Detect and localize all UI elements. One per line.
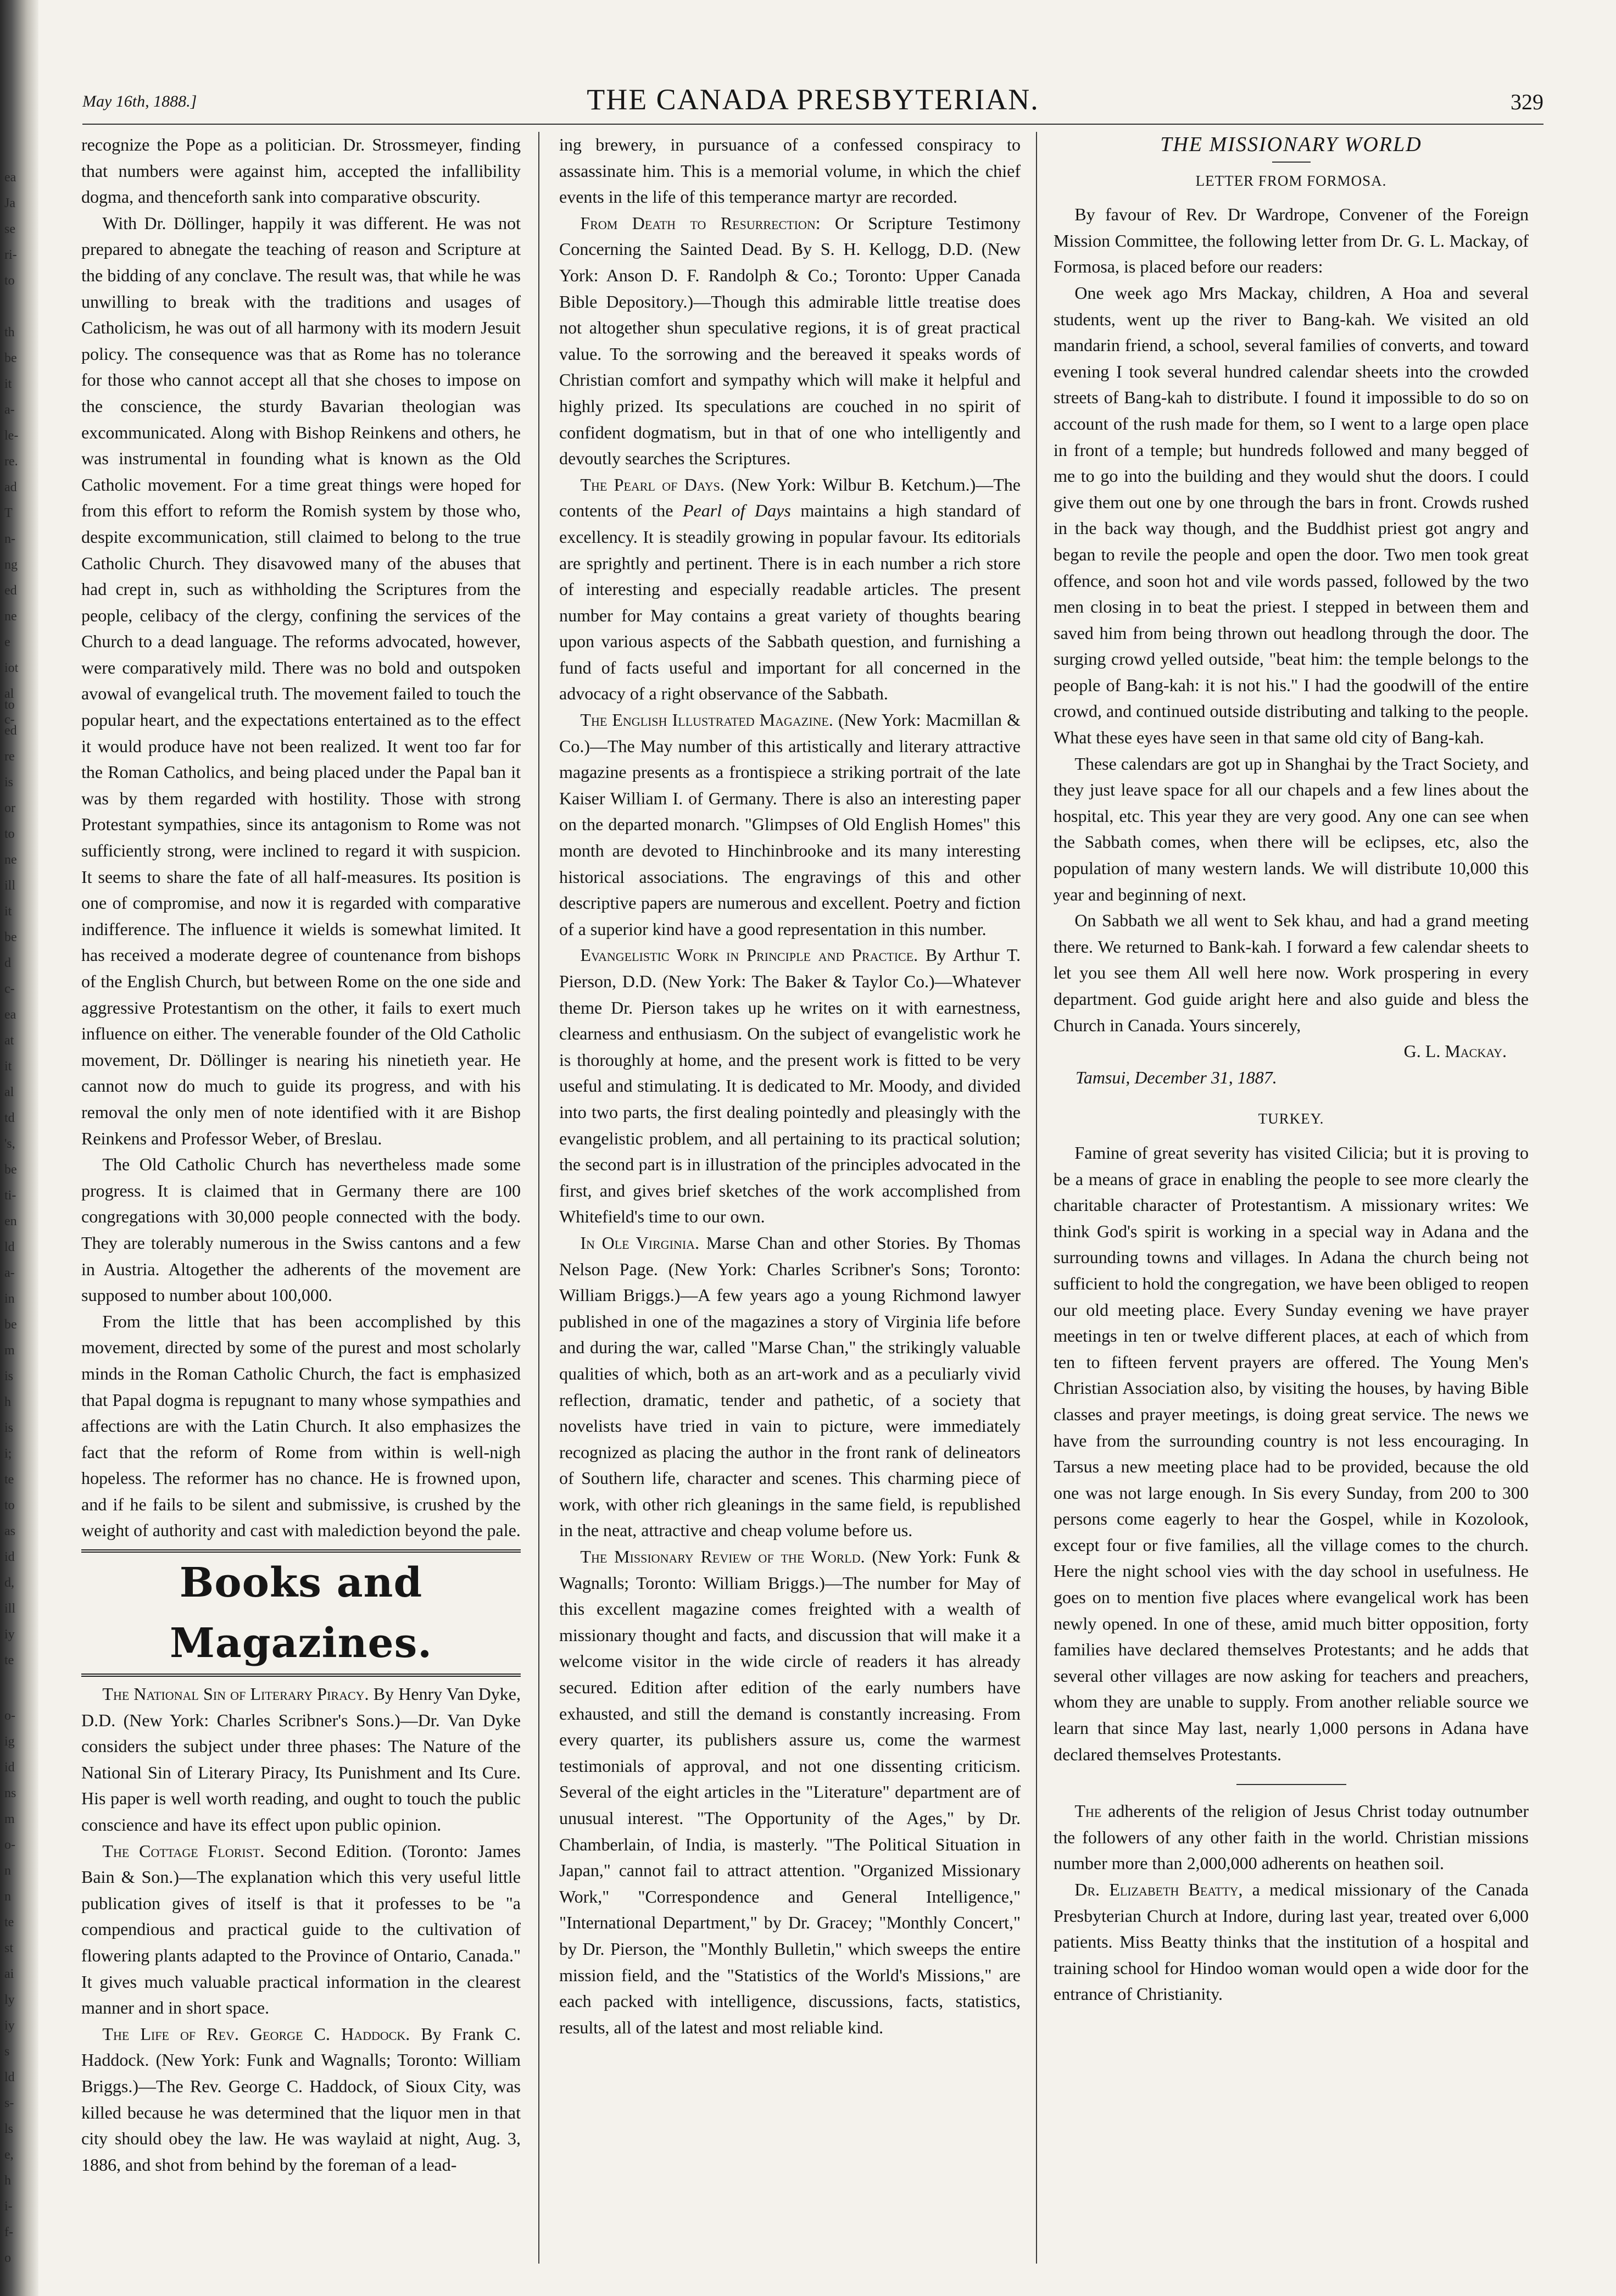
turkey-heading: TURKEY. [1258,1110,1324,1127]
review-title: The Life of Rev. George C. Haddock. [102,2023,410,2044]
review-title: The English Illustrated Magazine. [580,710,833,730]
letter-signature: G. L. Mackay. [1403,1041,1507,1061]
review-text: (New York: Wilbur B. Ketchum.)—The contents of the [559,474,1021,521]
article-paragraph: From the little that has been accomplished by this movement, directed by some of the purest and most scholarly minds in the Roman Catholic Church, the fact is emphasized that Papal dogma is repugnant to many whose sympathies and affections are with the Latin Church. It also emphasizes the fact that the reform of Rome from within is well-nigh hopeless. The reformer has no chance. He is frowned upon, and if he fails to be silent and submissive, is crushed by the weight of authority and cast with malediction beyond the pale. [81,1311,521,1541]
gutter-fragment-text: id [4,1760,15,1775]
gutter-fragment-text: T [4,506,13,520]
gutter-fragment-text: to [4,698,15,712]
gutter-fragment-text: ly [4,1993,15,2007]
gutter-fragment-text: te [4,1653,14,1667]
review-entry [559,472,1021,707]
gutter-fragment-text: is [4,1421,14,1435]
review-title: The Pearl of Days. [580,474,725,494]
letter-intro: By favour of Rev. Dr Wardrope, Convener of the Foreign Mission Committee, the following letter from Dr. G. L. Mackay, of Formosa, is placed before our readers: [1054,204,1529,277]
gutter-fragment-text: at [4,1033,14,1048]
gutter-fragment-text: ill [4,1602,16,1616]
gutter-fragment-text: ti- [4,1188,16,1203]
gutter-fragment-text: al [4,1085,14,1099]
review-title: From Death to Resurrection: [580,213,821,233]
gutter-fragment-text: ea [4,1008,16,1022]
review-entry [559,707,1021,942]
gutter-fragment-text: id [4,1550,15,1564]
column-right [1054,132,1529,2264]
gutter-fragment-text: s [4,2044,10,2059]
section-divider [1272,162,1311,163]
review-text: By Frank C. Haddock. (New York: Funk and Wagnalls; Toronto: William Briggs.)—The Rev. George C. Haddock, of Sioux City, was killed because he was determined that the liquor men in that city should obey the law. He was waylaid at night, Aug. 3, 1886, and shot from behind by the foreman of a lead- [81,2023,521,2175]
gutter-fragment-text: i; [4,1447,12,1461]
gutter-fragment-text: o [4,2251,11,2265]
gutter-fragment-text: ne [4,853,17,867]
gutter-fragment-text: ls [4,2122,14,2136]
gutter-fragment-text: is [4,775,14,790]
article-paragraph: With Dr. Döllinger, happily it was different. He was not prepared to abnegate the teaching of reason and Scripture at the bidding of any conclave. The result was, that while he was unwilling to break with the traditions and usages of Catholicism, he was out of all harmony with its modern Jesuit policy. The consequence was that as Rome has no tolerance for those who cannot accept all that she choses to impose on the conscience, the sturdy Bavarian theologian was excommunicated. Along with Bishop Reinkens and others, he was instrumental in founding what is known as the Old Catholic movement. For a time great things were hoped for from this effort to reform the Romish system by those who, despite excommunication, still claimed to belong to the true Catholic Church. They disavowed many of the abuses that had crept in, such as withholding the Scriptures from the people, celibacy of the clergy, confining the services of the Church to a dead language. The reforms advocated, however, were comparatively mild. There was no bold and outspoken avowal of evangelical truth. The movement failed to touch the popular heart, and the expectations entertained as to the effect it would produce have not been realized. It went too far for the Roman Catholics, and being placed under the Papal ban it was by them regarded with hostility. Those with strong Protestant sympathies, since its antagonism to Rome was not sufficiently strong, were inclined to regard it with suspicion. It seems to share the fate of all half-measures. Its position is one of compromise, and now it is regarded with comparative indifference. The influence it wields is somewhat limited. It has received a moderate degree of countenance from bishops of the English Church, but between Rome on the one side and aggressive Protestantism on the other, it fails to exert much influence on either. The venerable founder of the Old Catholic movement, Dr. Döllinger is nearing his ninetieth year. He cannot now do much to guide its progress, and with his removal the only men of note identified with it are Bishop Reinkens and Professor Weber, of Breslau. [81,213,521,1148]
gutter-fragment-text: al [4,687,14,701]
gutter-fragment-text: ns [4,1786,16,1800]
news-item [1054,1877,1529,2008]
column-divider [1036,132,1037,2264]
section-title-missionary-world: THE MISSIONARY WORLD [1160,133,1422,156]
letter-heading: LETTER FROM FORMOSA. [1195,172,1387,189]
review-text: maintains a high standard of excellency. It is steadily growing in popular favour. Its editorials are sprightly and pertinent. There is in each number a rich store of interesting and especially readable articles. The present number for May contains a great variety of thoughts bearing upon various aspects of the Sabbath question, and furnishing a fund of facts useful and important for all concerned in the advocacy of a right observance of the Sabbath. [559,501,1021,704]
gutter-fragment-text: n [4,1889,11,1904]
gutter-fragment-text: st [4,1941,14,1955]
column-middle [559,132,1021,2264]
news-item [1054,1798,1529,1877]
issue-date: May 16th, 1888.] [82,92,197,110]
review-entry [559,1230,1021,1544]
review-title: The Missionary Review of the World. [580,1547,865,1567]
section-divider [1236,1784,1346,1785]
review-text: (New York: Macmillan & Co.)—The May number of this artistically and literary attractive magazine presents as a frontispiece a striking portrait of the late Kaiser William I. of Germany. There is also an interesting paper on the departed monarch. "Glimpses of Old English Homes" this month are devoted to Hinchinbrooke and its many interesting historical associations. The engravings of this and other descriptive papers are numerous and excellent. Poetry and fiction of a superior kind have a good representation in this number. [559,710,1021,939]
gutter-fragment-text: iy [4,2019,15,2033]
gutter-fragment-text: or [4,801,15,815]
gutter-fragment-text: s- [4,2096,14,2110]
gutter-fragment-text: it [4,904,12,919]
gutter-fragment-text: re. [4,454,18,469]
review-title: Evangelistic Work in Principle and Practice. [580,945,918,965]
gutter-fragment-text: to [4,827,15,841]
review-entry [559,210,1021,472]
page-header [82,82,1543,125]
review-title: The National Sin of Literary Piracy. [102,1684,369,1704]
gutter-fragment-text: in [4,1292,15,1306]
gutter-fragment-text: be [4,930,17,944]
gutter-fragment-text: 's, [4,1137,15,1151]
review-continuation: ing brewery, in pursuance of a confessed conspiracy to assassinate him. This is a memorial volume, in which the chief events in the life of this temperance martyr are recorded. [559,135,1021,207]
gutter-fragment-text: e, [4,2148,14,2162]
article-paragraph: The Old Catholic Church has nevertheless made some progress. It is claimed that in Germany there are 100 congregations with 30,000 people connected with the body. They are tolerably numerous in the Swiss cantons and a few in Austria. Altogether the adherents of the movement are supposed to number about 100,000. [81,1154,521,1305]
review-text: (New York: Funk & Wagnalls; Toronto: William Briggs.)—The number for May of this excellent magazine comes freighted with a wealth of missionary thought and facts, and discussion that will make it a welcome visitor in the wide circle of readers it has already secured. Edition after edition of the early numbers have exhausted, and still the demand is constantly increasing. From every quarter, its publishers assure us, come the warmest testimonials of approval, and not one dissenting criticism. Several of the eight articles in the "Literature" department are of unusual interest. "The Opportunity of the Ages," by Dr. Chamberlain, of India, is masterly. "The Political Situation in Japan," cannot fail to attract attention. "Organized Missionary Work," "Correspondence and General Intelligence," "International Department," by Dr. Gracey; "Monthly Concert," by Dr. Pierson, the "Monthly Bulletin," which sweeps the entire mission field, and the "Statistics of the World's Missions," are each packed with intelligence, discussions, facts, statistics, results, all of the latest and most reliable kind. [559,1547,1021,2037]
gutter-fragment-text: o- [4,1709,15,1723]
review-entry [559,1544,1021,2041]
gutter-fragment-text: a- [4,403,15,417]
gutter-fragment-text: te [4,1472,14,1487]
article-paragraph: recognize the Pope as a politician. Dr. Strossmeyer, finding that numbers were against him, accepted the infallibility dogma, and thenceforth sank into comparative obscurity. [81,135,521,207]
gutter-fragment-text: ea [4,170,16,185]
gutter-fragment-text: it [4,1059,12,1074]
gutter-fragment-text: th [4,325,15,340]
gutter-fragment-text: be [4,351,17,365]
gutter-fragment-text: Ja [4,196,15,210]
gutter-fragment-text: re [4,749,15,764]
gutter-fragment-text: to [4,274,15,288]
gutter-fragment-text: c- [4,982,15,996]
gutter-fragment-text: iy [4,1627,15,1642]
gutter-fragment-text: iot [4,661,19,675]
review-title: The Cottage Florist. [102,1841,265,1861]
review-title: In Ole Virginia. [580,1232,700,1253]
column-divider [538,132,539,2264]
gutter-fragment-text: m [4,1812,15,1826]
gutter-fragment-text: te [4,1915,14,1930]
gutter-fragment-text: se [4,222,15,236]
news-text: a medical missionary of the Canada Presbyterian Church at Indore, during last year, treated over 6,000 patients. Miss Beatty thinks that the institution of a hospital and training school for Hindoo woman would open a wide door for the entrance of Christianity. [1054,1880,1529,2004]
review-entry [559,942,1021,1230]
gutter-fragment-text: to [4,1498,15,1513]
gutter-fragment-text: it [4,377,12,391]
gutter-fragment-text: ed [4,583,17,598]
gutter-fragment-text: is [4,1369,14,1383]
gutter-fragment-text: n [4,1864,11,1878]
letter-paragraph: These calendars are got up in Shanghai by the Tract Society, and they just leave space for all our chapels and a few lines about the hospital, etc. This year they are very good. Any one can see when the Sabbath comes, when there will be eclipses, etc, also the population of many western lands. We will distribute 10,000 this year and beginning of next. [1054,753,1529,904]
gutter-fragment-text: m [4,1343,15,1358]
page-number: 329 [1511,90,1543,114]
gutter-fragment-text: ed [4,724,17,738]
review-entry [81,2021,521,2178]
review-text: By Henry Van Dyke, D.D. (New York: Charles Scribner's Sons.)—Dr. Van Dyke considers the subject under three phases: The Nature of the National Sin of Literary Piracy, Its Punishment and Its Cure. His paper is well worth reading, and ought to touch the public conscience and have its effect upon public opinion. [81,1684,521,1835]
gutter-fragment-text: h [4,2173,11,2188]
gutter-fragment-text: e [4,635,10,649]
news-lead: The [1074,1801,1102,1821]
gutter-fragment-text: ld [4,1240,15,1254]
review-text: By Arthur T. Pierson, D.D. (New York: The Baker & Taylor Co.)—Whatever theme Dr. Pierson takes up he writes on it with earnestness, clearness and enthusiasm. On the subject of evangelistic work he is thoroughly at home, and the present work is fitted to be very useful and stimulating. It is dedicated to Mr. Moody, and divided into two parts, the first dealing pointedly and pleasingly with the evangelistic problem, and all pertaining to its practical solution; the second part is in illustration of the principles advocated in the first, and gives brief sketches of the work accomplished from Whitefield's time to our own. [559,945,1021,1227]
gutter-fragment-text: d [4,956,11,970]
gutter-fragment-text: d, [4,1576,14,1590]
gutter-fragment-text: o- [4,1838,15,1852]
gutter-fragment-text: ri- [4,248,17,262]
gutter-fragment-text: h [4,1395,11,1409]
gutter-fragment-text: n- [4,532,15,546]
gutter-fragment-text: ig [4,1734,15,1749]
gutter-fragment-text: ne [4,609,17,624]
section-banner-books-magazines: Books and Magazines. [81,1549,521,1677]
gutter-fragment-text: ng [4,558,18,572]
review-entry [81,1681,521,1838]
review-entry [81,1838,521,2021]
gutter-fragment-text: be [4,1317,17,1332]
gutter-fragment-text: le- [4,429,19,443]
review-text: Second Edition. (Toronto: James Bain & Son.)—The explanation which this very useful little publication gives of itself is that it professes to be "a compendious and practical guide to the cultivation of flowering plants adapted to the Province of Ontario, Canada." It gives much valuable practical information in the clearest manner and in short space. [81,1841,521,2018]
gutter-fragment-text: en [4,1214,17,1228]
news-lead: Dr. Elizabeth Beatty, [1074,1880,1243,1899]
review-italic-title: Pearl of Days [682,501,791,521]
gutter-fragment-text: ai [4,1967,14,1981]
gutter-fragment-text: be [4,1163,17,1177]
letter-paragraph: On Sabbath we all went to Sek khau, and had a grand meeting there. We returned to Bank-kah. I forward a few calendar sheets to let you see them All well here now. Work prospering in every department. God guide aright here and also guide and bless the Church in Canada. Yours sincerely, [1054,910,1529,1035]
article-paragraph: Famine of great severity has visited Cilicia; but it is proving to be a means of grace in enabling the people to see more clearly the charitable character of Protestantism. A missionary writes: We think God's spirit is working in a special way in Adana and the surrounding towns and villages. In Adana the church being not sufficient to hold the congregation, we have been obliged to reopen our old meeting place. Every Sunday evening we have prayer meetings in ten or twelve different places, at each of which from ten to fifteen fervent prayers are offered. The Young Men's Christian Association also, by visiting the houses, by having Bible classes and prayer meetings, is doing great service. The news we have from the surrounding country is not less encouraging. In Tarsus a new meeting place had to be provided, because the old one was not large enough. In Sis every Sunday, from 200 to 300 persons come eagerly to hear the Gospel, while in Kozolook, except four or five families, all the village comes to the church. Here the night school vies with the day school in usefulness. He goes on to mention five places where evangelical work has been newly opened. In one of these, amid much bitter opposition, forty families have declared themselves Protestants; and he adds that several other villages are now asking for teachers and preachers, whom they are unable to supply. From another reliable source we learn that since May last, nearly 1,000 persons in Adana have declared themselves Protestants. [1054,1142,1529,1764]
gutter-fragment-text: a- [4,1266,15,1280]
news-text: adherents of the religion of Jesus Christ today outnumber the followers of any other faith in the world. Christian missions number more than 2,000,000 adherents on heathen soil. [1054,1801,1529,1874]
gutter-fragment-text: ad [4,480,17,494]
letter-paragraph: One week ago Mrs Mackay, children, A Hoa and several students, went up the river to Bang-kah. We visited an old mandarin friend, a school, several families of converts, and toward evening I took several hundred calendar sheets into the crowded streets of Bang-kah to distribute. I found it impossible to do so on account of the rush made for them, so I went to a large open place in front of a temple; but hundreds followed and many begged of me to go into the building and they would shut the doors. I could give them out one by one through the bars in front. Crowds rushed in the back way though, and the Buddhist priest got angry and began to revile the people and open the door. Two men took great offence, and soon hot and vile words passed, followed by the two men closing in to beat the priest. I stepped in between them and saved him from being thrown out headlong through the door. The surging crowd yelled outside, "beat him: the temple belongs to the people of Bang-kah: it is not his." I had the goodwill of the entire crowd, and continued outside distributing and talking to the people. What these eyes have seen in that same old city of Bang-kah. [1054,282,1529,748]
gutter-fragment-text: f- [4,2225,13,2239]
review-text: Or Scripture Testimony Concerning the Sainted Dead. By S. H. Kellogg, D.D. (New York: Anson D. F. Randolph & Co.; Toronto: Upper Canada Bible Depository.)—Though this admirable little treatise does not altogether shun speculative regions, it is of great practical value. To the sorrowing and the bereaved it speaks words of Christian comfort and sympathy which will make it helpful and highly prized. Its speculations are couched in no spirit of confident dogmatism, but in that of one who intelligently and devoutly searches the Scriptures. [559,213,1021,469]
masthead-title: THE CANADA PRESBYTERIAN. [587,83,1039,116]
gutter-fragment-text: ill [4,879,16,893]
column-left [81,132,521,2264]
gutter-fragment-text: i- [4,2199,13,2214]
gutter-fragment-text: as [4,1524,15,1538]
gutter-fragment-text: c- [4,713,15,727]
review-text: Marse Chan and other Stories. By Thomas Nelson Page. (New York: Charles Scribner's Sons; Toronto: William Briggs.)—A few years ago a young Richmond lawyer published in one of the magazines a story of Virginia life before and during the war, called "Marse Chan," the strikingly valuable qualities of which, both as an art-work and as a peculiarly vivid reflection, dramatic, tender and pathetic, of a society that novelists have tried in vain to picture, were immediately recognized as placing the author in the front rank of delineators of Southern life, character and scenes. This charming piece of work, with other rich gleanings in the same field, is republished in the neat, attractive and cheap volume before us. [559,1232,1021,1541]
letter-place-date: Tamsui, December 31, 1887. [1076,1067,1277,1087]
gutter-fragment-text: td [4,1111,15,1125]
gutter-fragment-text: ld [4,2070,15,2084]
